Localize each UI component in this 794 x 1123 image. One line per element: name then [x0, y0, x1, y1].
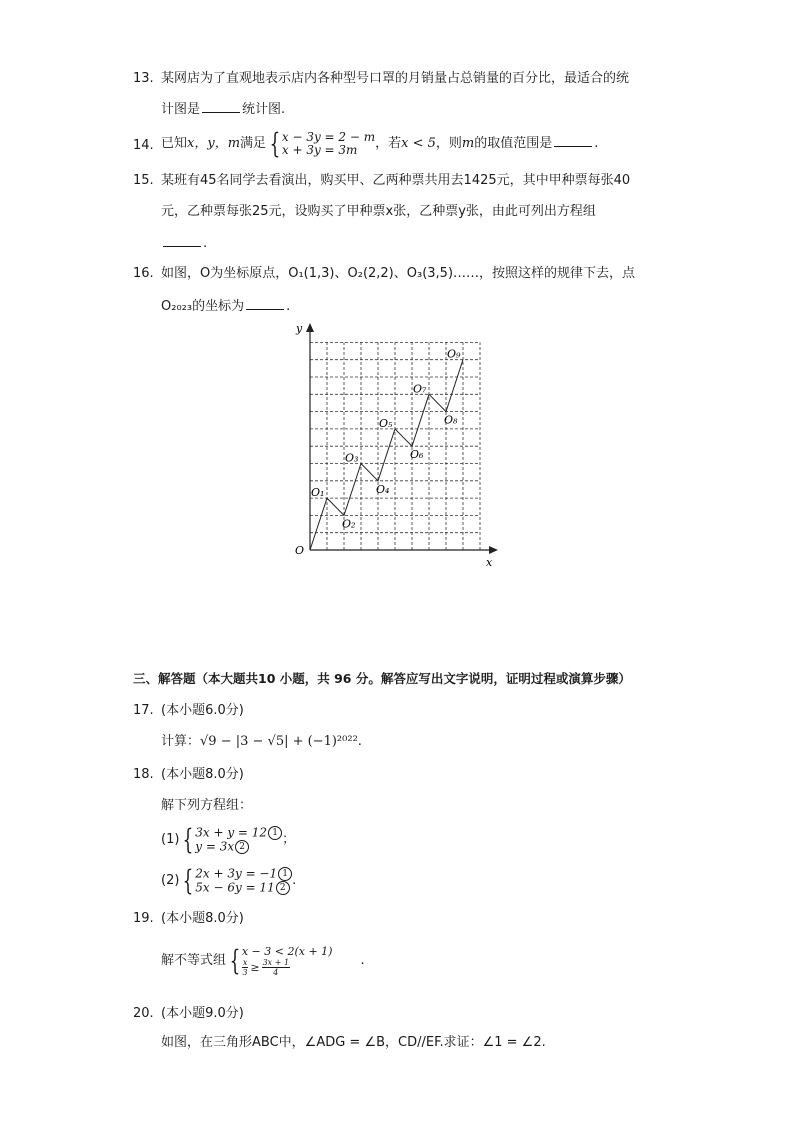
point-label: O₈: [444, 413, 458, 427]
point-label: O₅: [379, 416, 393, 430]
answer-blank: [163, 234, 201, 247]
circled-number-1: 1: [268, 826, 282, 840]
question-16-line1: 如图，O为坐标原点，O₁(1,3)、O₂(2,2)、O₃(3,5)……，按照这样的规律下去，点: [161, 266, 636, 281]
y-axis-label: y: [296, 322, 303, 335]
question-13-line1: 某网店为了直观地表示店内各种型号口罩的月销量占总销量的百分比，最适合的统: [161, 71, 630, 86]
question-18-intro: 解下列方程组：: [161, 798, 253, 813]
dashed-grid: [310, 342, 480, 550]
circled-number-2: 2: [235, 840, 249, 854]
question-18-part2: (2) { 2x + 3y = −1 1 5x − 6y = 11 2 .: [161, 863, 297, 897]
question-20-number: 20.: [133, 1006, 154, 1021]
answer-blank: [246, 297, 284, 310]
circled-number-2: 2: [276, 881, 290, 895]
question-17-score: (本小题6.0分): [161, 703, 244, 718]
question-19-number: 19.: [133, 911, 154, 926]
answer-blank: [202, 100, 240, 113]
point-label: O₆: [410, 448, 424, 462]
equation-system: { x − 3y = 2 − m x + 3y = 3m: [269, 126, 376, 160]
y-axis-arrow-icon: [306, 323, 314, 332]
question-18-score: (本小题8.0分): [161, 767, 244, 782]
question-17-text: 计算：√9 − |3 − √5| + (−1)²⁰²².: [161, 734, 362, 749]
answer-blank: [554, 134, 592, 147]
question-18-number: 18.: [133, 767, 154, 782]
question-19-score: (本小题8.0分): [161, 911, 244, 926]
question-14-text: 已知x，y，m满足 { x − 3y = 2 − m x + 3y = 3m ，若x < 5，则m的取值范围是 .: [161, 126, 599, 160]
question-20-score: (本小题9.0分): [161, 1006, 244, 1021]
origin-label: O: [295, 544, 305, 557]
point-label: O₄: [376, 482, 390, 496]
question-17-number: 17.: [133, 703, 154, 718]
x-axis-arrow-icon: [489, 546, 498, 554]
circled-number-1: 1: [278, 867, 292, 881]
question-14-number: 14.: [133, 138, 154, 153]
question-15-line2: 元，乙种票每张25元，设购买了甲种票x张，乙种票y张，由此可列出方程组: [161, 204, 596, 219]
question-16-number: 16.: [133, 266, 154, 281]
question-18-part1: (1) { 3x + y = 12 1 y = 3x 2 ；: [161, 822, 296, 856]
point-label: O₂: [342, 517, 356, 531]
question-15-line3: .: [161, 234, 207, 253]
point-label: O₁: [311, 486, 325, 500]
question-19-text: 解不等式组 { x − 3 < 2(x + 1) $\frac{x}{3}$ ≥ $\frac{3x + 1}{4}$ .: [161, 943, 365, 977]
zigzag-path: [310, 360, 463, 550]
question-15-number: 15.: [133, 173, 154, 188]
section-3-title: 三、解答题（本大题共10 小题，共 96 分。解答应写出文字说明，证明过程或演算步骤）: [133, 671, 631, 686]
point-label: O₉: [447, 347, 461, 361]
point-label: O₃: [345, 451, 359, 465]
question-13-number: 13.: [133, 71, 154, 86]
inequality-system: { x − 3 < 2(x + 1) $\frac{x}{3}$ ≥ $\frac{3x + 1}{4}$: [229, 943, 333, 977]
question-20-text: 如图，在三角形ABC中，∠ADG = ∠B，CD//EF.求证：∠1 = ∠2.: [161, 1035, 546, 1050]
question-16-line2: O₂₀₂₃的坐标为 .: [161, 299, 291, 314]
expression: √9 − |3 − √5| + (−1)²⁰²².: [200, 734, 362, 749]
point-labels: [311, 348, 461, 531]
question-13-line2: 计图是 统计图.: [161, 102, 286, 117]
question-15-line1: 某班有45名同学去看演出，购买甲、乙两种票共用去1425元，其中甲种票每张40: [161, 173, 631, 188]
point-label: O₇: [413, 382, 427, 396]
coordinate-graph: [290, 320, 510, 570]
x-axis-label: x: [486, 556, 493, 569]
